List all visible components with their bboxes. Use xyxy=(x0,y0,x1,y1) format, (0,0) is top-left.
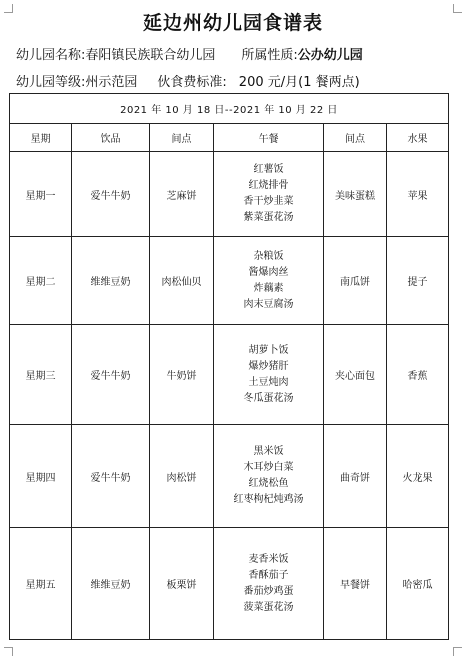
snack-cell: 夹心面包 xyxy=(324,325,387,425)
day-cell: 星期二 xyxy=(10,237,72,325)
fee-label: 伙食费标准: xyxy=(157,75,227,90)
day-cell: 星期四 xyxy=(10,425,72,528)
fee-value: 200 元/月(1 餐两点) xyxy=(238,75,360,90)
lunch-dish: 番茄炒鸡蛋 xyxy=(243,585,294,597)
table-row xyxy=(10,152,449,237)
fruit-cell: 香蕉 xyxy=(387,325,449,425)
snack-cell: 曲奇饼 xyxy=(324,425,387,528)
day-cell: 星期三 xyxy=(10,325,72,425)
lunch-dish: 红枣枸杞炖鸡汤 xyxy=(233,494,304,505)
level-label: 幼儿园等级: xyxy=(16,75,86,90)
lunch-cell xyxy=(214,528,324,640)
lunch-dish: 红烧松鱼 xyxy=(248,478,289,489)
drink-cell: 维维豆奶 xyxy=(72,237,150,325)
fruit-cell: 火龙果 xyxy=(387,425,449,528)
lunch-dish: 胡萝卜饭 xyxy=(248,344,289,356)
level-value: 州示范园 xyxy=(85,75,138,90)
header-cell: 星期 xyxy=(10,124,72,152)
lunch-dish: 黑米饭 xyxy=(253,446,284,457)
fruit-cell: 苹果 xyxy=(387,152,449,237)
table-row xyxy=(10,325,449,425)
lunch-dish: 香酥茄子 xyxy=(248,569,289,581)
kindergarten-label: 幼儿园名称: xyxy=(16,48,86,63)
table-row xyxy=(10,425,449,528)
drink-cell: 维维豆奶 xyxy=(72,528,150,640)
header-cell: 水果 xyxy=(387,124,449,152)
page-corner-mark xyxy=(4,647,13,656)
lunch-dish: 酱爆肉丝 xyxy=(248,266,289,278)
page-title: 延边州幼儿园食谱表 xyxy=(142,12,323,34)
drink-cell: 爱牛牛奶 xyxy=(72,425,150,528)
page-corner-mark xyxy=(453,647,462,656)
lunch-dish: 杂粮饭 xyxy=(253,250,284,262)
nature-label: 所属性质: xyxy=(241,48,298,63)
snack-cell: 美味蛋糕 xyxy=(324,152,387,237)
lunch-dish: 紫菜蛋花汤 xyxy=(243,212,294,223)
header-cell: 午餐 xyxy=(214,124,324,152)
fruit-cell: 哈密瓜 xyxy=(387,528,449,640)
info-line-2 xyxy=(16,71,360,90)
lunch-dish: 菠菜蛋花汤 xyxy=(243,601,294,613)
header-cell: 间点 xyxy=(150,124,214,152)
lunch-dish: 香干炒韭菜 xyxy=(243,196,294,207)
lunch-dish: 红烧排骨 xyxy=(248,180,289,191)
snack-cell: 牛奶饼 xyxy=(150,325,214,425)
lunch-dish: 麦香米饭 xyxy=(248,553,289,565)
info-line-1 xyxy=(16,44,363,63)
snack-cell: 芝麻饼 xyxy=(150,152,214,237)
drink-cell: 爱牛牛奶 xyxy=(72,325,150,425)
snack-cell: 肉松饼 xyxy=(150,425,214,528)
date-range: 2021 年 10 月 18 日--2021 年 10 月 22 日 xyxy=(10,94,449,124)
lunch-dish: 土豆炖肉 xyxy=(248,376,289,388)
snack-cell: 早餐饼 xyxy=(324,528,387,640)
snack-cell: 南瓜饼 xyxy=(324,237,387,325)
lunch-dish: 爆炒猪肝 xyxy=(248,360,289,372)
fruit-cell: 提子 xyxy=(387,237,449,325)
drink-cell: 爱牛牛奶 xyxy=(72,152,150,237)
lunch-dish: 红薯饭 xyxy=(253,164,284,175)
snack-cell: 肉松仙贝 xyxy=(150,237,214,325)
lunch-cell xyxy=(214,325,324,425)
lunch-cell xyxy=(214,152,324,237)
kindergarten-name: 春阳镇民族联合幼儿园 xyxy=(85,48,216,63)
snack-cell: 板栗饼 xyxy=(150,528,214,640)
table-row xyxy=(10,237,449,325)
lunch-cell xyxy=(214,425,324,528)
header-cell: 间点 xyxy=(324,124,387,152)
day-cell: 星期一 xyxy=(10,152,72,237)
lunch-dish: 冬瓜蛋花汤 xyxy=(243,392,294,404)
lunch-cell xyxy=(214,237,324,325)
header-cell: 饮品 xyxy=(72,124,150,152)
lunch-dish: 肉末豆腐汤 xyxy=(243,298,294,310)
header-row xyxy=(10,124,449,152)
lunch-dish: 木耳炒白菜 xyxy=(243,462,294,473)
lunch-dish: 炸藕素 xyxy=(253,282,284,294)
table-row xyxy=(10,528,449,640)
day-cell: 星期五 xyxy=(10,528,72,640)
menu-table xyxy=(9,93,449,640)
nature-value: 公办幼儿园 xyxy=(297,48,363,63)
